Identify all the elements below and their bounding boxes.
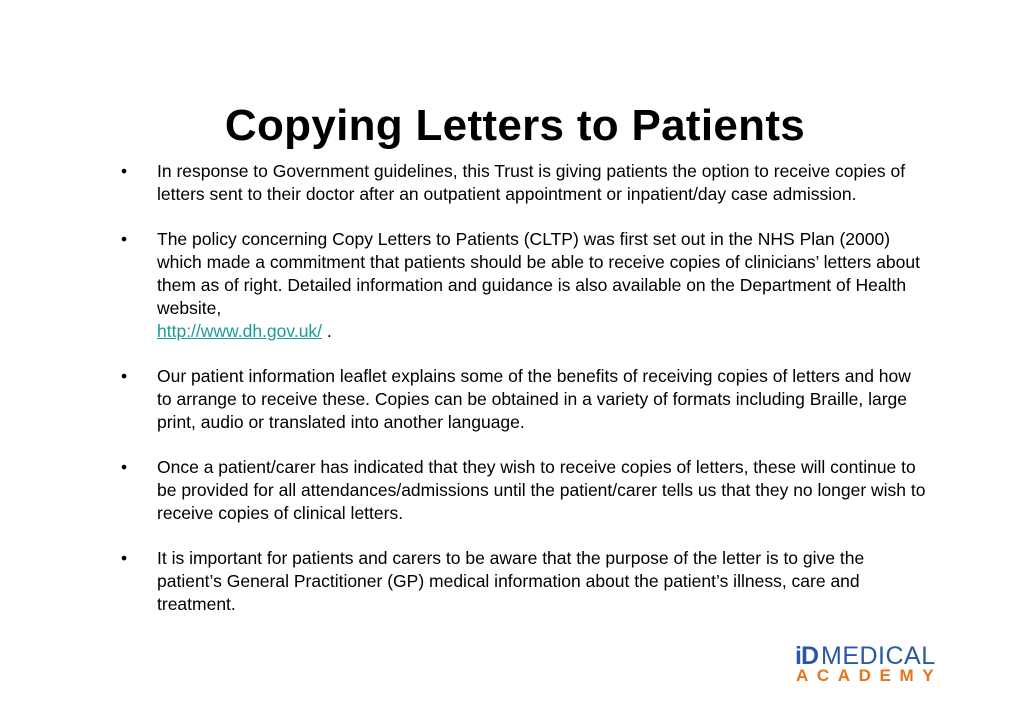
list-item xyxy=(117,456,927,525)
bullet-text: Once a patient/carer has indicated that they wish to receive copies of letters, these will continue to be provided for all attendances/admissions until the patient/carer tells us that they no longer wish to receive copies of clinical letters. xyxy=(157,457,926,523)
bullet-marker: • xyxy=(121,161,128,181)
bullet-marker: • xyxy=(121,366,128,386)
bullet-text: In response to Government guidelines, this Trust is giving patients the option to receive copies of letters sent to their doctor after an outpatient appointment or inpatient/day case admission. xyxy=(157,161,906,204)
bullet-marker: • xyxy=(121,457,128,477)
bullet-list xyxy=(117,160,927,638)
bullet-marker: • xyxy=(121,548,128,568)
bullet-marker: • xyxy=(121,229,128,249)
bullet-text: It is important for patients and carers to be aware that the purpose of the letter is to give the patient’s General Practitioner (GP) medical information about the patient’s illness, care and treatment. xyxy=(157,548,865,614)
page-title: Copying Letters to Patients xyxy=(224,101,806,151)
list-item xyxy=(117,160,927,206)
logo-word-medical: MEDICAL xyxy=(821,642,936,670)
logo-mark: iD xyxy=(795,642,818,670)
bullet-text: The policy concerning Copy Letters to Patients (CLTP) was first set out in the NHS Plan (2000) which made a commitment that patients should be able to receive copies of clinicians’ letters about them as of right. Detailed information and guidance is also available on the Department of Health website, xyxy=(157,229,920,318)
list-item xyxy=(117,365,927,434)
logo-word-academy: ACADEMY xyxy=(796,666,943,685)
list-item xyxy=(117,228,927,343)
dh-website-link[interactable]: http://www.dh.gov.uk/ xyxy=(157,321,323,341)
link-suffix: . xyxy=(322,321,332,341)
id-medical-academy-logo xyxy=(795,642,943,688)
list-item xyxy=(117,547,927,616)
bullet-text: Our patient information leaflet explains some of the benefits of receiving copies of letters and how to arrange to receive these. Copies can be obtained in a variety of formats including Braille, large print, audio or translated into another language. xyxy=(157,366,911,432)
